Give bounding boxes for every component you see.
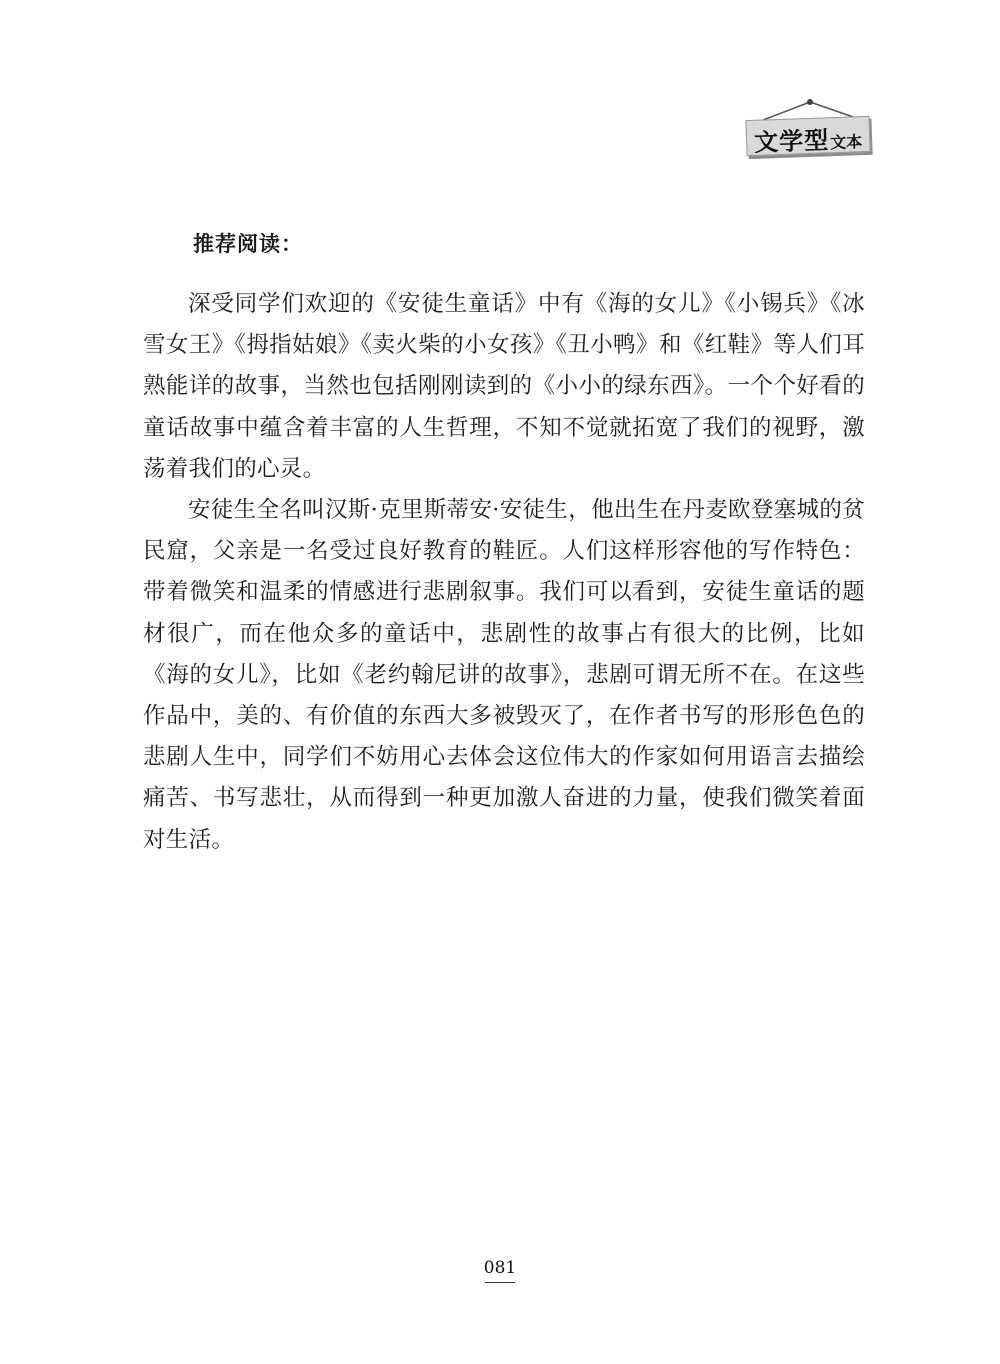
paragraph-1: 深受同学们欢迎的《安徒生童话》中有《海的女儿》《小锡兵》《冰雪女王》《拇指姑娘》《卖火柴的小女孩》《丑小鸭》和《红鞋》等人们耳熟能详的故事，当然也包括刚刚读到的《小小的绿东西》。一个个好看的童话故事中蕴含着丰富的人生哲理，不知不觉就拓宽了我们的视野，激荡着我们的心灵。 [143,291,865,482]
section-sign [738,96,878,166]
paragraph-2: 安徒生全名叫汉斯·克里斯蒂安·安徒生，他出生在丹麦欧登塞城的贫民窟，父亲是一名受过良好教育的鞋匠。人们这样形容他的写作特色：带着微笑和温柔的情感进行悲剧叙事。我们可以看到，安徒生童话的题材很广，而在他众多的童话中，悲剧性的故事占有很大的比例，比如《海的女儿》，比如《老约翰尼讲的故事》，悲剧可谓无所不在。在这些作品中，美的、有价值的东西大多被毁灭了，在作者书写的形形色色的悲剧人生中，同学们不妨用心去体会这位伟大的作家如何用语言去描绘痛苦、书写悲壮，从而得到一种更加激人奋进的力量，使我们微笑着面对生活。 [143,497,865,853]
section-heading: 推荐阅读： [193,232,303,256]
sign-sub-label: 文本 [829,132,863,153]
body-text [143,284,865,861]
sign-main-label: 文学型 [753,126,830,157]
page-number: 081 [483,1258,517,1278]
sign-board [745,116,870,156]
page-number-rule [485,1282,515,1283]
